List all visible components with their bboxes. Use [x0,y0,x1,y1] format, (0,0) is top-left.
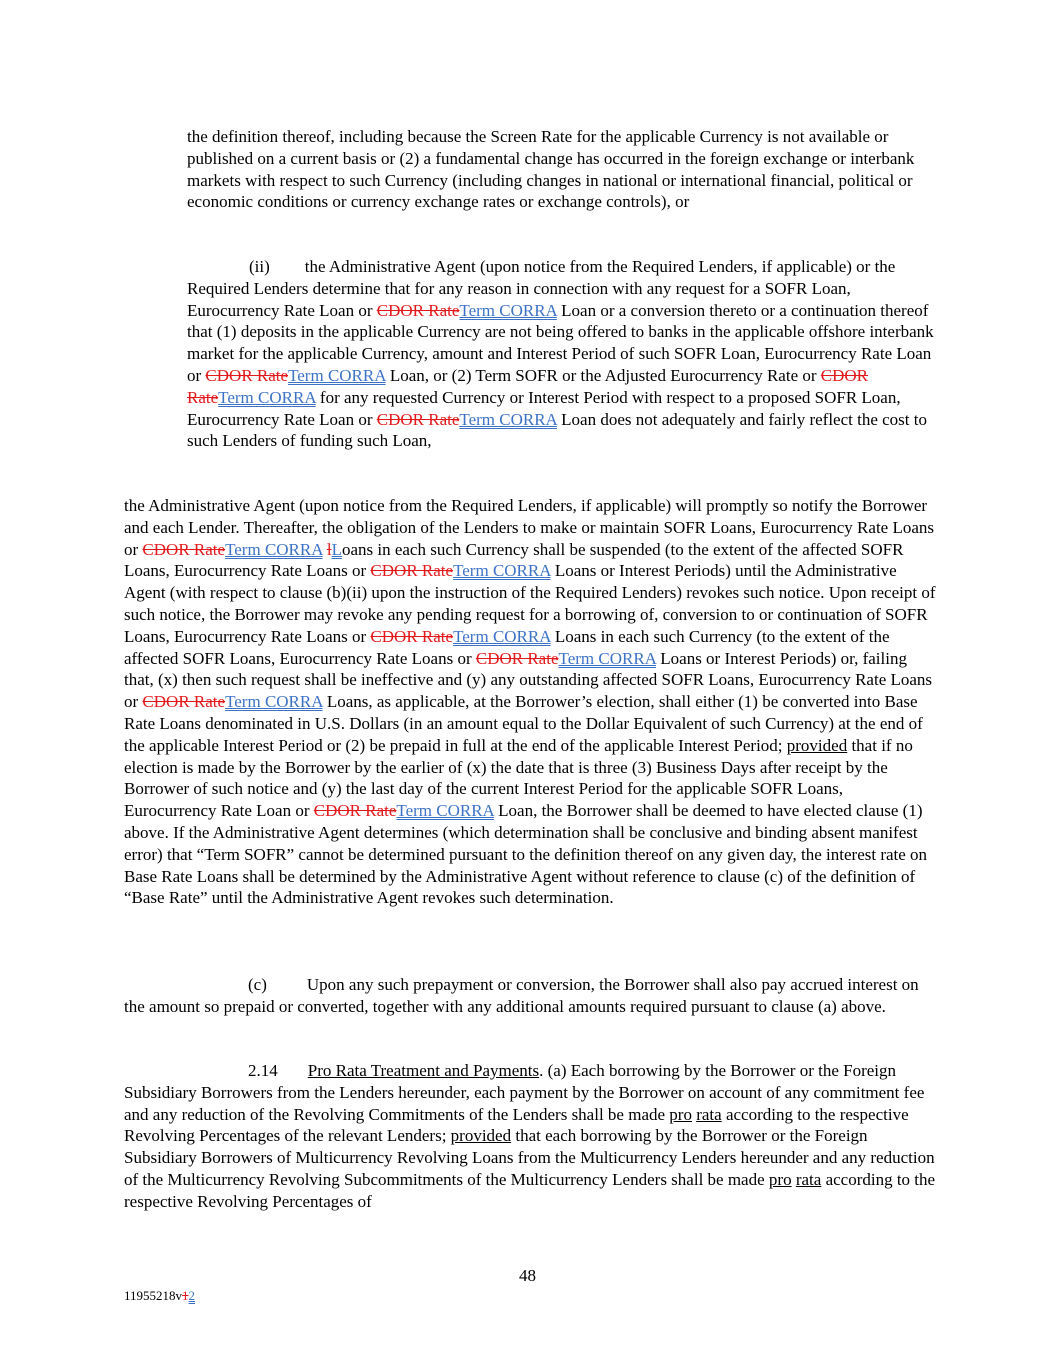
rata-term: rata [795,1169,822,1189]
deleted-text: CDOR Rate [370,561,454,581]
clause-label: (ii) [249,257,270,276]
section-heading: Pro Rata Treatment and Payments [307,1061,540,1080]
doc-id-base: 11955218v [124,1288,183,1303]
paragraph-clause-ii [187,256,935,452]
inserted-text: Term CORRA [558,648,657,668]
inserted-text: Term CORRA [225,539,323,559]
text-segment: . (a) Each borrowing by the Borrower or the Foreign Subsidiary Borrowers from the Lenders hereunder, each payment by the Borrower on account of any commitment fee and any reduction of the Revolving Commitments of the Lenders shall be made [124,1061,925,1124]
text-segment: Loan or a conversion thereto or a continuation thereof that (1) deposits in the applicable Currency are not being offered to banks in the applicable offshore interbank market for the applicable Currency, amount and Interest Period of such SOFR Loan, Eurocurrency Rate Loan or [187,300,934,385]
text-segment: Loan, or (2) Term SOFR or the Adjusted Eurocurrency Rate or [385,365,821,385]
inserted-text: Term CORRA [225,692,323,712]
provided-term: provided [786,735,848,755]
paragraph-definition-continuation [187,126,935,213]
pro-term: pro [768,1169,792,1189]
inserted-version: 2 [188,1288,196,1303]
text-segment: that if no election is made by the Borrower by the earlier of (x) the date that is three (3) Business Days after receipt by the Borrower of such notice and (y) the last day of the current Interest Period for the applicable SOFR Loans, Eurocurrency Rate Loan or [124,735,913,821]
deleted-version: 1 [182,1288,189,1303]
paragraph-text: the definition thereof, including because the Screen Rate for the applicable Currency is not available or published on a current basis or (2) a fundamental change has occurred in the foreign exchange or interbank markets with respect to such Currency (including changes in national or international financial, political or economic conditions or currency exchange rates or exchange controls), or [187,127,915,212]
inserted-text: Term CORRA [396,801,494,821]
deleted-text: CDOR Rate [376,300,460,320]
deleted-text: CDOR Rate [205,365,289,385]
document-id [124,1288,195,1304]
inserted-text: Term CORRA [453,626,551,646]
text-segment: for any requested Currency or Interest Period with respect to a proposed SOFR Loan, Eurocurrency Rate Loan or [187,387,901,429]
page-number: 48 [519,1266,536,1285]
deleted-text: CDOR Rate [187,365,869,407]
paragraph-notification [124,495,936,909]
pro-term: pro [669,1104,692,1124]
text-segment: the Administrative Agent (upon notice from the Required Lenders, if applicable) will promptly so notify the Borrower and each Lender. Thereafter, the obligation of the Lenders to make or maintain SOFR Loans, Eurocurrency Rate Loans or [124,496,935,559]
deleted-text: CDOR Rate [376,409,460,429]
text-segment: the Administrative Agent (upon notice from the Required Lenders, if applicable) or the Required Lenders determine that for any reason in connection with any request for a SOFR Loan, Eurocurrency Rate Loan or [187,257,896,320]
inserted-text: Term CORRA [218,387,316,407]
deleted-text: CDOR Rate [313,801,397,821]
text-segment: Loans in each such Currency (to the extent of the affected SOFR Loans, Eurocurrency Rate Loans or [124,626,890,668]
text-segment: Loans, as applicable, at the Borrower’s election, shall either (1) be converted into Base Rate Loans denominated in U.S. Dollars (in an amount equal to the Dollar Equivalent of such Currency) at the end of the applicable Interest Period or (2) be prepaid in full at the end of the applicable Interest Period; [124,692,923,755]
text-segment: according to the respective Revolving Percentages of [124,1169,936,1211]
section-number: 2.14 [248,1061,278,1080]
inserted-text: Term CORRA [288,365,386,385]
clause-label: (c) [248,975,267,994]
inserted-text: Term CORRA [453,561,551,581]
inserted-text: L [331,539,342,559]
paragraph-text: Upon any such prepayment or conversion, the Borrower shall also pay accrued interest on the amount so prepaid or converted, together with any additional amounts required pursuant to clause (a) above. [124,975,919,1016]
deleted-text: CDOR Rate [370,626,454,646]
section-2-14 [124,1060,936,1213]
text-segment: Loan, the Borrower shall be deemed to have elected clause (1) above. If the Administrative Agent determines (which determination shall be conclusive and binding absent manifest error) that “Term SOFR” cannot be determined pursuant to the definition thereof on any given day, the interest rate on Base Rate Loans shall be determined by the Administrative Agent without reference to clause (c) of the definition of “Base Rate” until the Administrative Agent revokes such determination. [124,801,928,908]
deleted-text: CDOR Rate [142,539,226,559]
inserted-text: Term CORRA [459,409,557,429]
provided-term: provided [450,1126,512,1146]
text-segment: according to the respective Revolving Percentages of the relevant Lenders; [124,1104,909,1146]
text-segment: that each borrowing by the Borrower or the Foreign Subsidiary Borrowers of Multicurrency Revolving Loans from the Multicurrency Lenders hereunder and any reduction of the Multicurrency Revolving Subcommitments of the Multicurrency Lenders shall be made [124,1126,935,1189]
deleted-text: l [326,539,332,559]
text-segment: Loans or Interest Periods) until the Administrative Agent (with respect to clause (b)(ii) upon the instruction of the Required Lenders) revokes such notice. Upon receipt of such notice, the Borrower may revoke any pending request for a borrowing of, conversion to or continuation of SOFR Loans, Eurocurrency Rate Loans or [124,561,936,646]
text-segment: Loans or Interest Periods) or, failing that, (x) then such request shall be ineffective and (y) any outstanding affected SOFR Loans, Eurocurrency Rate Loans or [124,648,933,712]
inserted-text: Term CORRA [459,300,557,320]
text-segment: oans in each such Currency shall be suspended (to the extent of the affected SOFR Loans, Eurocurrency Rate Loans or [124,539,904,581]
paragraph-clause-c [124,974,936,1018]
rata-term: rata [696,1104,722,1124]
deleted-text: CDOR Rate [142,692,226,712]
deleted-text: CDOR Rate [475,648,559,668]
text-segment: Loan does not adequately and fairly reflect the cost to such Lenders of funding such Loan, [187,409,927,451]
